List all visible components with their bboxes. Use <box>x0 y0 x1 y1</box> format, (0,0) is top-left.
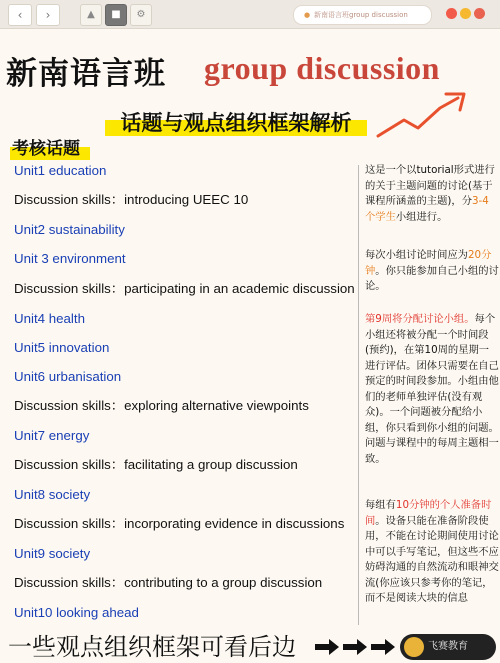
subtitle: 话题与观点组织框架解析 <box>120 111 352 135</box>
brand-badge <box>400 634 496 660</box>
info-paragraph-1: 这是一个以tutorial形式进行的关于主题问题的讨论(基于课程所涵盖的主题)，分3-4个学生小组进行。 <box>365 164 495 223</box>
section-header <box>10 135 90 163</box>
list-item: Discussion skills：introducing UEEC 10 <box>14 192 249 207</box>
gear-icon: ⚙ <box>136 9 146 20</box>
bell-button[interactable] <box>80 4 102 26</box>
footer-text: 一些观点组织框架可看后边 <box>8 633 296 661</box>
info-paragraph-4: 每组有10分钟的个人准备时间。设备只能在准备阶段使用，不能在讨论期间使用讨论中可以手写笔记，但这些不应妨碍沟通的自然流动和眼神交流(你应该只参考你的笔记，而不是阅读大块的信息 <box>365 499 499 604</box>
info-paragraph-3: 第9周将分配讨论小组。每个小组还将被分配一个时间段(预约)，在第10周的星期一进行评估。团体只需要在自己预定的时间段参加。小组由他们的老师单独评估(没有观众)。一个问题被分配给小组，你只看到你小组的问题。问题与课程中的每周主题相一致。 <box>365 313 499 465</box>
info-paragraph-2: 每次小组讨论时间应为20分钟。你只能参加自己小组的讨论。 <box>365 249 499 292</box>
forward-button[interactable] <box>36 4 60 26</box>
maximize-dot[interactable] <box>474 8 485 19</box>
list-item: Unit9 society <box>14 546 91 561</box>
search-input[interactable] <box>293 5 432 25</box>
list-item: Unit1 education <box>14 163 107 178</box>
brand-logo-icon <box>404 637 424 657</box>
list-item: Unit8 society <box>14 487 91 502</box>
subtitle-block <box>105 106 367 140</box>
list-item: Discussion skills：participating in an academic discussion <box>14 281 355 296</box>
list-item: Discussion skills：exploring alternative viewpoints <box>14 398 309 413</box>
close-dot[interactable] <box>446 8 457 19</box>
list-item: Unit6 urbanisation <box>14 369 122 384</box>
window-button[interactable] <box>105 4 127 26</box>
page-title-cn: 新南语言班 <box>6 56 166 92</box>
minimize-dot[interactable] <box>460 8 471 19</box>
brand-badge-text: 飞赛教育 <box>428 641 468 652</box>
list-item: Unit4 health <box>14 311 85 326</box>
bell-icon: ▲ <box>87 9 95 20</box>
list-item: Unit10 looking ahead <box>14 605 139 620</box>
search-text: 新南语言班group discussion <box>314 11 408 19</box>
list-item: Unit5 innovation <box>14 340 110 355</box>
search-icon: ● <box>303 11 311 19</box>
settings-button[interactable] <box>130 4 152 26</box>
list-item: Unit2 sustainability <box>14 222 125 237</box>
chevron-right-icon: › <box>45 8 51 22</box>
top-toolbar <box>0 0 500 29</box>
column-divider <box>358 165 359 625</box>
list-item: Unit 3 environment <box>14 251 126 266</box>
section-label: 考核话题 <box>12 139 80 159</box>
page-title-en: group discussion <box>204 50 440 86</box>
list-item: Discussion skills：incorporating evidence in discussions <box>14 516 345 531</box>
list-item: Discussion skills：contributing to a group discussion <box>14 575 323 590</box>
window-icon: ■ <box>111 9 121 20</box>
trend-arrow-icon <box>374 86 470 142</box>
chevron-left-icon: ‹ <box>17 8 23 22</box>
list-item: Unit7 energy <box>14 428 90 443</box>
list-item: Discussion skills：facilitating a group discussion <box>14 457 298 472</box>
forward-arrows-icon <box>315 636 399 658</box>
back-button[interactable] <box>8 4 32 26</box>
